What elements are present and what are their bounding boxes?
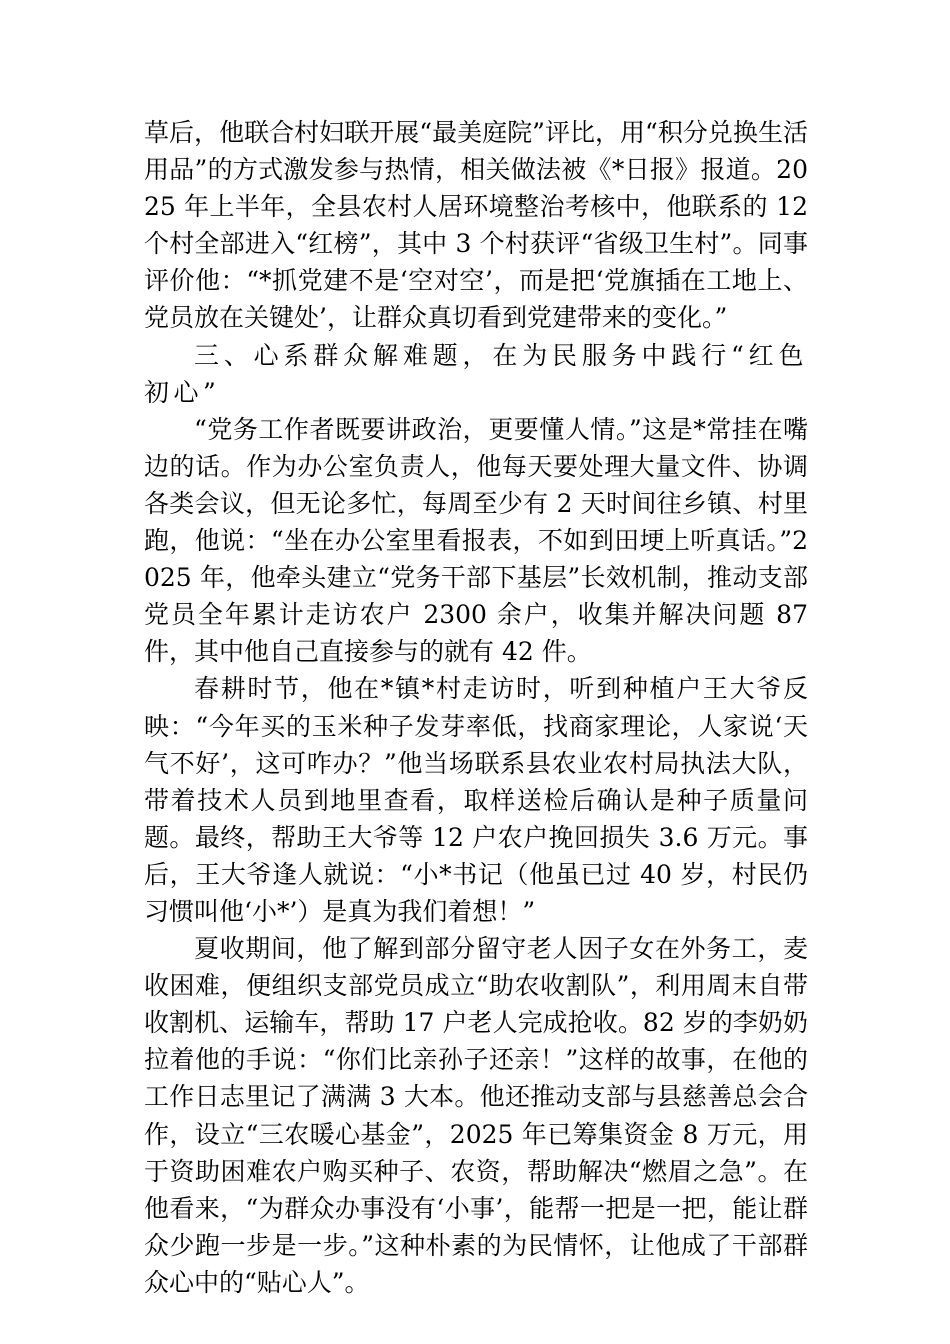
paragraph-seed-dispute: 春耕时节，他在*镇*村走访时，听到种植户王大爷反映：“今年买的玉米种子发芽率低，找商家理论，人家说‘天气不好’，这可咋办？”他当场联系县农业农村局执法大队，带着技术人员到地里查看，取样送检后确认是种子质量问题。最终，帮助王大爷等 12 户农户挽回损失 3.6 万元。事后，王大爷逢人就说：“小*书记（他虽已过 40 岁，村民仍习惯叫他‘小*’）是真为我们着想！”	[144, 674, 808, 926]
paragraph-continuation: 草后，他联合村妇联开展“最美庭院”评比，用“积分兑换生活用品”的方式激发参与热情，相关做法被《*日报》报道。2025 年上半年，全县农村人居环境整治考核中，他联系的 12 个村全部进入“红榜”，其中 3 个村获评“省级卫生村”。同事评价他：“*抓党建不是‘空对空’，而是把‘党旗插在工地上、党员放在关键处’，让群众真切看到党建带来的变化。”	[144, 118, 808, 333]
paragraph-grassroots-visits: “党务工作者既要讲政治，更要懂人情。”这是*常挂在嘴边的话。作为办公室负责人，他每天要处理大量文件、协调各类会议，但无论多忙，每周至少有 2 天时间往乡镇、村里跑，他说：“坐在办公室里看报表，不如到田埂上听真话。”2025 年，他牵头建立“党务干部下基层”长效机制，推动支部党员全年累计走访农户 2300 余户，收集并解决问题 87 件，其中他自己直接参与的就有 42 件。	[144, 414, 808, 667]
section-heading: 三、心系群众解难题，在为民服务中践行“红色初心”	[144, 340, 808, 407]
document-page	[144, 114, 808, 1301]
paragraph-harvest-help: 夏收期间，他了解到部分留守老人因子女在外务工，麦收困难，便组织支部党员成立“助农收割队”，利用周末自带收割机、运输车，帮助 17 户老人完成抢收。82 岁的李奶奶拉着他的手说：“你们比亲孙子还亲！”这样的故事，在他的工作日志里记了满满 3 大本。他还推动支部与县慈善总会合作，设立“三农暖心基金”，2025 年已筹集资金 8 万元，用于资助困难农户购买种子、农资，帮助解决“燃眉之急”。在他看来，“为群众办事没有‘小事’，能帮一把是一把，能让群众少跑一步是一步。”这种朴素的为民情怀，让他成了干部群众心中的“贴心人”。	[144, 934, 808, 1297]
